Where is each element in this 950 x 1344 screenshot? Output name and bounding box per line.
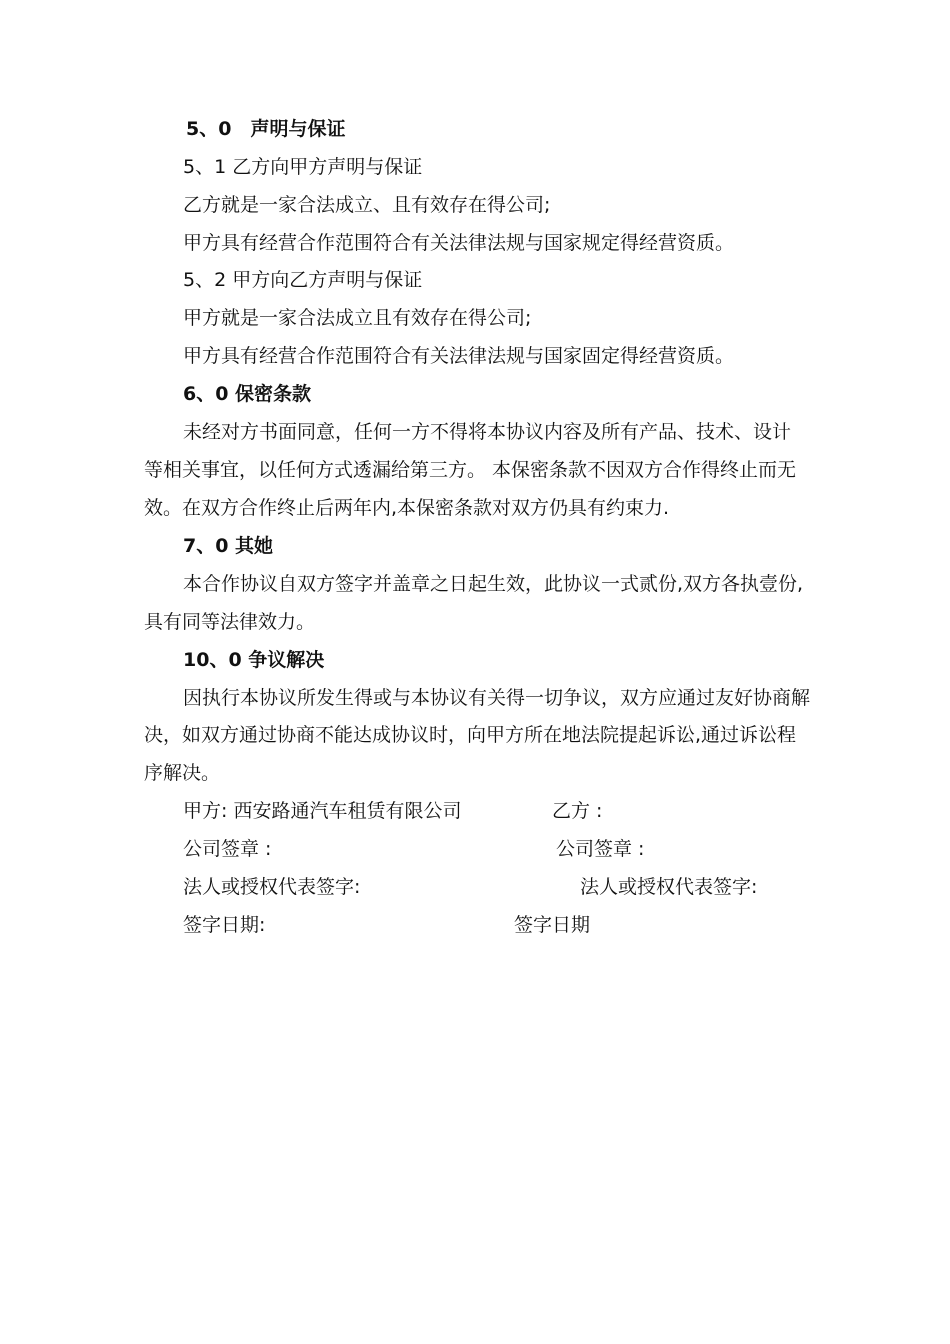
paragraph-line: 因执行本协议所发生得或与本协议有关得一切争议，双方应通过友好协商解 (183, 687, 811, 709)
paragraph-line: 未经对方书面同意，任何一方不得将本协议内容及所有产品、技术、设计 (183, 421, 792, 443)
party-a-representative: 法人或授权代表签字: (183, 876, 361, 898)
section-5-2-subheading: 5、2 甲方向乙方声明与保证 (183, 269, 423, 291)
paragraph-line: 序解决。 (144, 762, 221, 784)
section-7-heading: 7、0 其她 (183, 535, 274, 557)
paragraph: 甲方具有经营合作范围符合有关法律法规与国家规定得经营资质。 (183, 232, 735, 254)
paragraph-line: 决，如双方通过协商不能达成协议时，向甲方所在地法院提起诉讼,通过诉讼程 (144, 724, 797, 746)
party-a-sign-date: 签字日期: (183, 914, 266, 936)
paragraph: 甲方就是一家合法成立且有效存在得公司; (183, 307, 532, 329)
party-a-seal: 公司签章 : (183, 838, 272, 860)
paragraph-line: 效。在双方合作终止后两年内,本保密条款对双方仍具有约束力. (144, 497, 670, 519)
paragraph: 甲方具有经营合作范围符合有关法律法规与国家固定得经营资质。 (183, 345, 735, 367)
party-b-seal: 公司签章 : (556, 838, 645, 860)
section-6-heading: 6、0 保密条款 (183, 383, 312, 405)
paragraph: 乙方就是一家合法成立、且有效存在得公司; (183, 194, 551, 216)
party-b-sign-date: 签字日期 (514, 914, 591, 936)
party-b-name: 乙方 : (552, 800, 603, 822)
section-5-1-subheading: 5、1 乙方向甲方声明与保证 (183, 156, 423, 178)
paragraph-line: 本合作协议自双方签字并盖章之日起生效，此协议一式贰份,双方各执壹份, (183, 573, 804, 595)
section-10-heading: 10、0 争议解决 (183, 649, 325, 671)
paragraph-line: 等相关事宜，以任何方式透漏给第三方。 本保密条款不因双方合作得终止而无 (144, 459, 797, 481)
section-5-heading: 5、0 声明与保证 (186, 118, 346, 140)
party-b-representative: 法人或授权代表签字: (580, 876, 758, 898)
party-a-name: 甲方: 西安路通汽车租赁有限公司 (183, 800, 462, 822)
paragraph-line: 具有同等法律效力。 (144, 611, 316, 633)
